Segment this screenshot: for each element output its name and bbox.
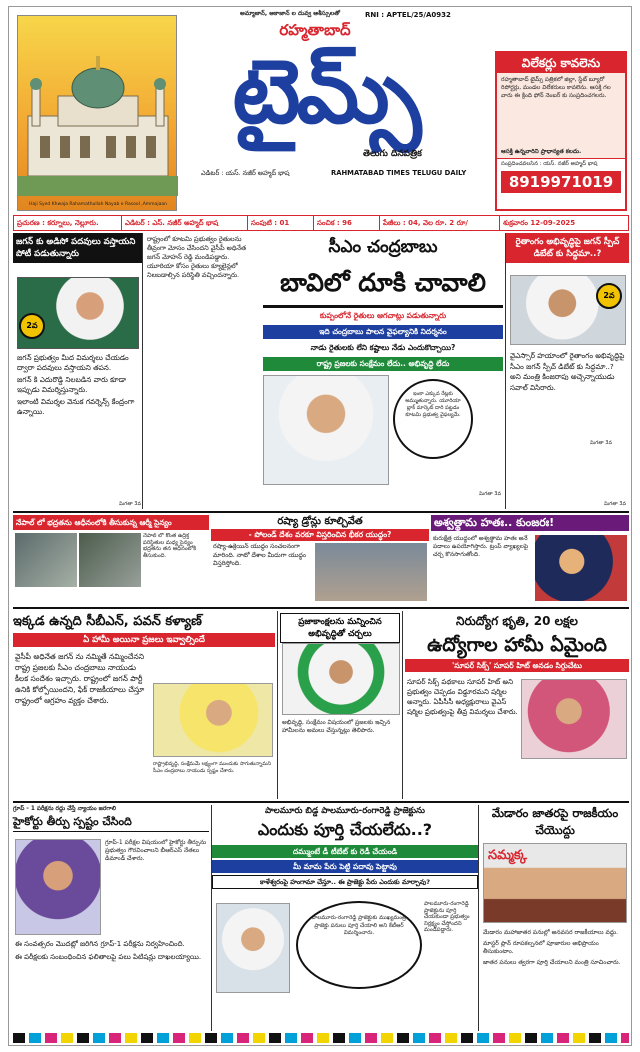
congress-photo [282, 643, 400, 715]
center-story-quote: ఇంకా ఎక్కువ రేట్లకు అమ్ముతున్నారు. యూరియా బ్లాక్ మార్కెట్ దారి పట్టడం కూటమి ప్రభుత్వ వైఫల్యమే. [393, 379, 473, 459]
jobs-body: సూపర్ సిక్స్ పథకాలు సూపర్ హిట్ అని ప్రభుత్వం చెప్పడం విడ్డూరమని షర్మిల అన్నారు. ఏపీసీసీ అధ్యక్షురాలు వైఎస్ షర్మిల ప్రభుత్వంపై తీవ్ర విమర్శలు చేశారు. [407, 678, 518, 716]
info-editor: ఎడిటర్ : ఎస్. నజీర్ అహ్మద్ భాష [122, 216, 248, 230]
group1-bullets [15, 939, 207, 962]
jobs-kicker: నిరుద్యోగ భృతి, 20 లక్షల [456, 614, 578, 628]
group1-headline: హైకోర్టు తీర్పు స్పష్టం చేసింది [13, 813, 209, 832]
center-bar-1: కుప్పంలోనే రైతులు ఆగచాట్లు పడుతున్నారు [319, 311, 447, 320]
group1-bullet-1: ఈ సంవత్సరం మొదట్లో జరిగిన గ్రూప్-1 పరీక్షను నిర్వహించింది. [15, 940, 185, 948]
nepal-photo-1 [15, 533, 77, 587]
palamuru-bar-2: మీ మామ పేరు పెట్టి పదావు పెట్టావు [212, 860, 478, 873]
jobs-headline: ఉద్యోగాల హామీ ఏమైంది [427, 634, 607, 656]
center-story-continued: మిగతా 3వ [479, 491, 501, 497]
rni-number: RNI : APTEL/25/A0932 [365, 11, 451, 19]
ad-contact-label: సంప్రదించవలసిన : యస్. నజీర్ అహ్మద్ భాష [497, 158, 625, 170]
pawan-body: వైసీపీ అధినేత జగన్ ను నమ్మితే నమ్మించేనని రాష్ట్ర ప్రజలకు సీఎం చంద్రబాబు నాయుడు కీలక సందేశం ఇచ్చారు. రాష్ట్రంలో జగన్ పార్టీ ఉనికి కోల్పోయిందని, ఫేక్ రాజకీయాలు చేస్తూ రాష్ట్రంలో ఆగ్రహం వ్యక్తం చేశారు. [15, 652, 145, 705]
center-story-kicker: సీఎం చంద్రబాబు [328, 237, 438, 257]
center-story-headline: బావిలో దూకి చావాలి [263, 261, 503, 308]
medaram-bullet-2: మాస్టర్ ప్లాన్ రూపకల్పనలో పూజారుల అభిప్రాయం తీసుకుంటాం. [483, 939, 599, 955]
jobs-story [405, 611, 629, 799]
info-bar [13, 215, 629, 231]
group1-kicker: గ్రూప్ - 1 పరీక్షను రద్దు చేస్తే న్యాయం జరగాలి [13, 806, 116, 812]
pawan-photo [153, 683, 273, 757]
right-story-headline: రైతాంగం అభివృద్ధిపై జగన్ స్పీచ్ డిబేట్ కు సిద్ధమా..? [506, 233, 629, 263]
pawan-headline: ఇక్కడ ఉన్నది సీబీఎన్, పవన్ కళ్యాణ్ [13, 614, 202, 629]
group1-bullet-2: ఈ పరీక్షలకు సంబంధించిన ఫలితాలపై పలు పిటిషన్లు దాఖలయ్యాయి. [15, 953, 202, 961]
medaram-bullet-3: జాతర పనులు త్వరగా పూర్తి చేయాలని మంత్రి సూచించారు. [483, 958, 621, 966]
palamuru-quote: పాలమూరు-రంగారెడ్డి ప్రాజెక్టుకు ముఖ్యమంత్రి ప్రాజెక్టు పనులు పూర్తి చేయాలి అని కేటీఆర్ విమర్శించారు. [296, 901, 422, 989]
center-bar-2: ఇది చంద్రబాబు పాలన వైఫల్యానికి నిదర్శనం [263, 325, 503, 339]
russia-subhead: - పోలండ్ దేశం వరకూ విస్తరించిన భీకర యుద్ధం? [211, 529, 429, 541]
palamuru-body: పాలమూరు-రంగారెడ్డి ప్రాజెక్టును పూర్తి చేయకుండా ప్రభుత్వం నిర్లక్ష్యం చేస్తోందని మండిపడ్డారు. [424, 901, 470, 933]
nepal-photo-2 [79, 533, 141, 587]
palamuru-bar-3: కాళేశ్వరంపై హంగామా చేస్తూ.. ఈ ప్రాజెక్టు పేరు ఎందుకు మార్చావు? [212, 875, 478, 889]
center-story-body: రాష్ట్రంలో కూటమి ప్రభుత్వం రైతులను తీవ్రంగా మోసం చేసిందని వైసీపీ అధినేత జగన్ మోహన్ రెడ్డి మండిపడ్డారు. యూరియా కోసం రైతులు క్యూలైన్లలో నిలబడాల్సిన పరిస్థితి వచ్చిందన్నారు. [147, 235, 247, 279]
medaram-bullet-1: మేడారం మహాజాతర పనుల్లో అనవసర రాజకీయాలు వద్దు. [483, 929, 619, 936]
congress-story [277, 611, 403, 799]
right-story [505, 233, 629, 509]
left-story-badge: 2వ [19, 313, 45, 339]
right-story-continued: మిగతా 3వ [604, 500, 626, 507]
jobs-bar: 'సూపర్ సిక్స్' సూపర్ హిట్ అనడం సిగ్గుచేటు [405, 659, 629, 672]
congress-body: అభివృద్ధి, సంక్షేమం విషయంలో ప్రజలకు ఇచ్చిన హామీలను అమలు చేస్తున్నట్లు తెలిపారు. [282, 719, 391, 734]
shrine-icon [18, 26, 178, 206]
center-story-photo [263, 375, 389, 485]
left-story-bullets [17, 353, 141, 417]
right-story-badge: 2వ [596, 283, 622, 309]
center-bar-3: నాడు రైతులకు లేని కష్టాలు నేడు ఎందుకొచ్చాయి? [310, 343, 456, 352]
newspaper-page [8, 6, 632, 1046]
medaram-story [481, 805, 629, 1031]
nepal-body: నేపాల్ లో కొంత ఉద్రిక్త పరిస్థితుల మధ్య సైన్యం భద్రతను తన ఆధీనంలోకి తీసుకుంది. [143, 533, 197, 559]
info-volume: సంపుటి : 01 [248, 216, 314, 230]
left-story-continued: మిగతా 3వ [119, 500, 141, 507]
center-story [145, 233, 505, 509]
ad-body: రహ్మతాబాద్ టైమ్స్ పత్రికలో జిల్లా, స్టేట్ బ్యూరో రిపోర్టర్లు, మండల విలేకరులు కావలెను. ఆసక్తి గల వారు ఈ క్రింది ఫోన్ నెంబర్ కు సంప్రదించగలరు. [497, 73, 625, 147]
masthead-editor-line: ఎడిటర్ : యస్. నజీర్ అహ్మద్ భాష [201, 169, 290, 177]
masthead-shrine-image [17, 15, 177, 211]
shrine-caption: Haji Syed Khwaja Rahamathullah Nayab e Rasool ,Ammajaan [29, 201, 167, 207]
masthead-title: టైమ్స్ [232, 40, 418, 143]
masthead-town: రహ్మతాబాద్ [279, 21, 351, 39]
pawan-caption: రాష్ట్రాభివృద్ధి, సంక్షేమమే లక్ష్యంగా ముందుకు సాగుతున్నామని సీఎం చంద్రబాబు నాయుడు స్పష్టం చేశారు. [153, 761, 272, 774]
masthead-english-name: RAHMATABAD TIMES TELUGU DAILY [331, 169, 467, 177]
russia-headline: రష్యా డ్రోన్లు కూల్చివేత [277, 516, 363, 527]
ad-phone[interactable]: 8919971019 [501, 171, 621, 193]
ad-heading: విలేకర్లు కావలెను [497, 53, 625, 73]
section-divider-3 [13, 801, 629, 803]
medaram-bullets [483, 929, 627, 967]
palamuru-story [211, 805, 479, 1031]
left-story-headline: జగన్ కు అడిసో పదవులు వస్తాయని పోటీ పడుతున్నారు [13, 233, 142, 263]
center-bar-4: రాష్ట్ర ప్రజలకు సంక్షేమం లేదు.. అభివృద్ధి లేదు [263, 357, 503, 371]
info-issue: సంచిక : 96 [314, 216, 380, 230]
group1-story [13, 805, 209, 1031]
palamuru-photo [216, 903, 290, 993]
palamuru-bar-1: దమ్ముంటే డీ టీబేట్ కు రెడీ చేయండి [212, 845, 478, 858]
right-story-body: వైఎస్సార్ హయాంలో రైతాంగం అభివృద్ధిపై సీఎం జగన్ స్పీచ్ డిబేట్ కు సిద్ధమా..? అని మంత్రి కింజరాపు అచ్చెన్నాయుడు సవాల్ విసిరారు. [510, 351, 625, 392]
medaram-headline: మేడారం జాతరపై రాజకీయం చేయొద్దు [491, 806, 619, 837]
palamuru-headline: ఎందుకు పూర్తి చేయలేదు..? [257, 820, 433, 839]
ad-note: ఆసక్తి ఉన్నవారిని ప్రాధాన్యత కలదు. [497, 147, 625, 158]
section-divider-2 [13, 607, 629, 609]
ashwatthama-headline: అశ్వత్థామ హతః.. కుంజరః! [431, 515, 629, 531]
left-story [13, 233, 143, 509]
nepal-story [13, 515, 209, 605]
nepal-headline: నేపాల్ లో భద్రతను ఆధీనంలోకి తీసుకున్న ఆర్మీ సైన్యం [13, 515, 209, 530]
medaram-banner-text: సమ్మక్క [488, 848, 528, 863]
masthead-tagline: అమ్మాజాన్, అకాజాన్ ల దువ్వ ఆశీస్సులతో [240, 10, 340, 17]
left-bullet-2: జగన్ కి ఎదురొడ్డి నిలబడిన వారు కూడా ఇప్పుడు విమర్శిస్తున్నారు. [17, 375, 127, 394]
jobs-photo [521, 679, 627, 759]
russia-story [211, 515, 429, 605]
info-date: శుక్రవారం 12-09-2025 [503, 219, 576, 227]
ashwatthama-body: కురుక్షేత్ర యుద్ధంలో అశ్వత్థామ హతః అనే పదాలు ఉపయోగిస్తారు. ట్రంప్ వ్యాఖ్యలపై చర్చ కొనసాగుతోంది. [433, 535, 529, 558]
congress-headline: ప్రజాకాంక్షలను మన్నించిన అభివృద్ధితో చర్చలు [280, 613, 400, 643]
left-bullet-1: జగన్ ప్రభుత్వం మీద విమర్శలు చేయడం ద్వారా పదవులు వస్తాయని తపన. [17, 353, 129, 372]
palamuru-kicker: పాలమూరు బిడ్డ పాలమూరు-రంగారెడ్డి ప్రాజెక్టును [265, 806, 425, 816]
masthead-subtitle: తెలుగు దినపత్రిక [363, 149, 422, 159]
section-divider [13, 511, 629, 513]
ashwatthama-story [431, 515, 629, 605]
pawan-story [13, 611, 275, 799]
ashwatthama-photo [535, 535, 627, 601]
info-places: ప్రచురణ : కర్నూలు, నెల్లూరు. [14, 216, 122, 230]
left-bullet-3: ఇలాంటి విమర్శల వెనుక గవర్నెన్స్ కేంద్రంగా ఉన్నాయి. [17, 397, 135, 416]
print-registration-strip [13, 1033, 629, 1043]
group1-photo [15, 839, 101, 935]
russia-photo [315, 543, 427, 601]
pawan-bar: ఏ హామీ అయినా ప్రజలు ఇవ్వాల్సిందే [13, 633, 275, 647]
footer-signature: మిగతా 3వ [590, 440, 612, 446]
medaram-photo [483, 843, 627, 923]
recruitment-ad [495, 51, 627, 211]
russia-body: రష్యా-ఉక్రెయిన్ యుద్ధం సంచలనంగా మారింది. నాటో దేశాల మీదుగా యుద్ధం విస్తరిస్తోంది. [213, 543, 306, 567]
group1-body: గ్రూప్-1 పరీక్షల విషయంలో హైకోర్టు తీర్పును ప్రభుత్వం గౌరవించాలని బీఆర్ఎస్ నేతలు డిమాండ్ చేశారు. [105, 839, 207, 862]
info-pages: పేజీలు : 04, వెల రూ. 2 రూ/ [380, 216, 500, 230]
